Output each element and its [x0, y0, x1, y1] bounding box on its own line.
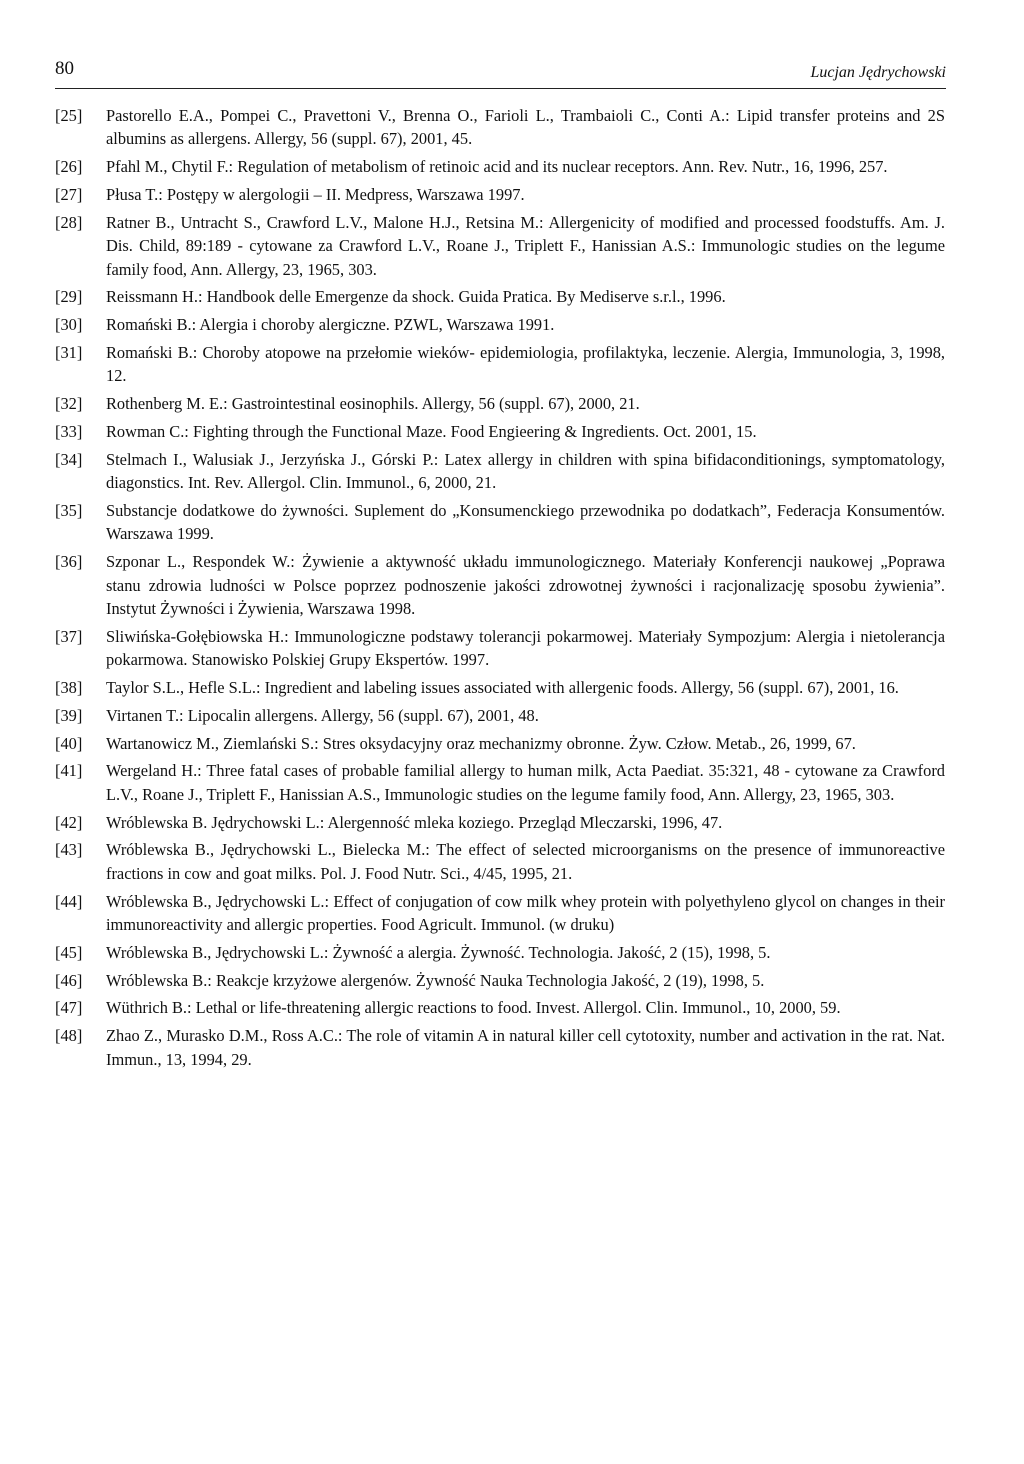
reference-item: [55, 704, 945, 727]
reference-text: Taylor S.L., Hefle S.L.: Ingredient and labeling issues associated with allergenic foods. Allergy, 56 (suppl. 67), 2001, 16.: [106, 678, 899, 698]
reference-number: [25]: [55, 106, 83, 125]
reference-number: [48]: [55, 1026, 83, 1046]
reference-text: Wróblewska B.: Reakcje krzyżowe alergenów. Żywność Nauka Technologia Jakość, 2 (19), 1998, 5.: [106, 970, 765, 990]
reference-text: Wróblewska B., Jędrychowski L.: Effect of conjugation of cow milk whey protein with polyethyleno glycol on changes in their immunoreactivity and allergic properties. Food Agricult. Immunol. (w druku): [106, 891, 945, 935]
reference-number: [38]: [55, 678, 83, 698]
reference-item: [55, 969, 945, 992]
reference-text: Wróblewska B. Jędrychowski L.: Alergenność mleka koziego. Przegląd Mleczarski, 1996, 47.: [106, 812, 723, 832]
reference-text: Substancje dodatkowe do żywności. Suplement do „Konsumenckiego przewodnika po dodatkach”, Federacja Konsumentów. Warszawa 1999.: [106, 501, 945, 544]
reference-text: Płusa T.: Postępy w alergologii – II. Medpress, Warszawa 1997.: [106, 185, 525, 204]
reference-item: [55, 104, 945, 151]
reference-item: [55, 341, 945, 388]
reference-item: [55, 996, 945, 1019]
reference-text: Rowman C.: Fighting through the Functional Maze. Food Engieering & Ingredients. Oct. 2001, 15.: [106, 422, 757, 441]
reference-text: Rothenberg M. E.: Gastrointestinal eosinophils. Allergy, 56 (suppl. 67), 2000, 21.: [106, 394, 640, 414]
page-number: 80: [55, 58, 74, 79]
reference-text: Romański B.: Alergia i choroby alergiczne. PZWL, Warszawa 1991.: [106, 315, 555, 335]
reference-item: [55, 625, 945, 672]
reference-text: Wróblewska B., Jędrychowski L., Bielecka M.: The effect of selected microorganisms on the presence of immunoreactive fractions in cow and goat milks. Pol. J. Food Nutr. Sci., 4/45, 1995, 21.: [106, 840, 945, 883]
reference-text: Wergeland H.: Three fatal cases of probable familial allergy to human milk, Acta Paediat. 35:321, 48 - cytowane za Crawford L.V., Roane J., Triplett F., Hanissian A.S., Immunologic studies on the legume family food, Ann. Allergy, 23, 1965, 303.: [106, 761, 945, 804]
reference-item: [55, 890, 945, 937]
reference-text: Romański B.: Choroby atopowe na przełomie wieków- epidemiologia, profilaktyka, leczenie. Alergia, Immunologia, 3, 1998, 12.: [106, 343, 945, 386]
reference-number: [46]: [55, 970, 83, 990]
reference-item: [55, 759, 945, 806]
reference-number: [40]: [55, 733, 83, 753]
reference-text: Pastorello E.A., Pompei C., Pravettoni V., Brenna O., Farioli L., Trambaioli C., Conti A.: Lipid transfer proteins and 2S albumins as allergens. Allergy, 56 (suppl. 67), 2001, 45.: [106, 106, 945, 149]
reference-number: [42]: [55, 812, 83, 832]
reference-item: [55, 550, 945, 620]
reference-item: [55, 211, 945, 281]
reference-number: [34]: [55, 449, 83, 469]
reference-item: [55, 392, 945, 415]
reference-text: Stelmach I., Walusiak J., Jerzyńska J., Górski P.: Latex allergy in children with spina bifidaconditionings, symptomatology, diagonstics. Int. Rev. Allergol. Clin. Immunol., 6, 2000, 21.: [106, 449, 945, 493]
reference-text: Ratner B., Untracht S., Crawford L.V., Malone H.J., Retsina M.: Allergenicity of modified and processed foodstuffs. Am. J. Dis. Child, 89:189 - cytowane za Crawford L.V., Roane J., Triplett F., Hanissian A.S.: Immunologic studies on the legume family food, Ann. Allergy, 23, 1965, 303.: [106, 212, 945, 279]
reference-number: [44]: [55, 891, 83, 911]
running-head-author: Lucjan Jędrychowski: [810, 64, 946, 81]
reference-number: [26]: [55, 157, 83, 177]
reference-number: [32]: [55, 394, 83, 414]
reference-number: [43]: [55, 840, 83, 860]
reference-number: [29]: [55, 287, 83, 307]
reference-number: [27]: [55, 185, 83, 204]
reference-list: [55, 104, 945, 1075]
page-header: [55, 58, 946, 89]
reference-number: [45]: [55, 942, 83, 962]
reference-number: [28]: [55, 212, 83, 232]
reference-text: Wróblewska B., Jędrychowski L.: Żywność a alergia. Żywność. Technologia. Jakość, 2 (15), 1998, 5.: [106, 942, 771, 962]
reference-text: Virtanen T.: Lipocalin allergens. Allergy, 56 (suppl. 67), 2001, 48.: [106, 705, 539, 725]
reference-item: [55, 155, 945, 178]
reference-number: [41]: [55, 761, 83, 781]
reference-text: Wartanowicz M., Ziemlański S.: Stres oksydacyjny oraz mechanizmy obronne. Żyw. Człow. Metab., 26, 1999, 67.: [106, 733, 856, 753]
reference-item: [55, 1024, 945, 1071]
reference-item: [55, 313, 945, 336]
reference-item: [55, 499, 945, 546]
reference-item: [55, 183, 945, 206]
reference-text: Pfahl M., Chytil F.: Regulation of metabolism of retinoic acid and its nuclear receptors. Ann. Rev. Nutr., 16, 1996, 257.: [106, 157, 888, 177]
reference-number: [30]: [55, 315, 83, 335]
reference-item: [55, 838, 945, 885]
reference-text: Zhao Z., Murasko D.M., Ross A.C.: The role of vitamin A in natural killer cell cytotoxity, number and activation in the rat. Nat. Immun., 13, 1994, 29.: [106, 1026, 945, 1069]
reference-item: [55, 420, 945, 443]
reference-item: [55, 676, 945, 699]
reference-item: [55, 941, 945, 964]
reference-text: Szponar L., Respondek W.: Żywienie a aktywność układu immunologicznego. Materiały Konferencji naukowej „Poprawa stanu zdrowia ludności w Polsce poprzez podnoszenie jakości zdrowotnej żywności i racjonalizację sposobu żywienia”. Instytut Żywności i Żywienia, Warszawa 1998.: [106, 552, 945, 619]
reference-item: [55, 448, 945, 495]
reference-text: Wüthrich B.: Lethal or life-threatening allergic reactions to food. Invest. Allergol. Clin. Immunol., 10, 2000, 59.: [106, 998, 841, 1018]
reference-number: [33]: [55, 422, 83, 441]
reference-number: [35]: [55, 501, 83, 520]
reference-text: Sliwińska-Gołębiowska H.: Immunologiczne podstawy tolerancji pokarmowej. Materiały Sympozjum: Alergia i nietolerancja pokarmowa. Stanowisko Polskiej Grupy Ekspertów. 1997.: [106, 626, 945, 670]
reference-item: [55, 732, 945, 755]
reference-item: [55, 811, 945, 834]
reference-number: [39]: [55, 705, 83, 725]
reference-item: [55, 285, 945, 308]
reference-number: [31]: [55, 343, 83, 362]
reference-number: [47]: [55, 998, 83, 1018]
reference-number: [36]: [55, 552, 83, 572]
reference-text: Reissmann H.: Handbook delle Emergenze da shock. Guida Pratica. By Mediserve s.r.l., 1996.: [106, 287, 726, 307]
reference-number: [37]: [55, 626, 83, 646]
